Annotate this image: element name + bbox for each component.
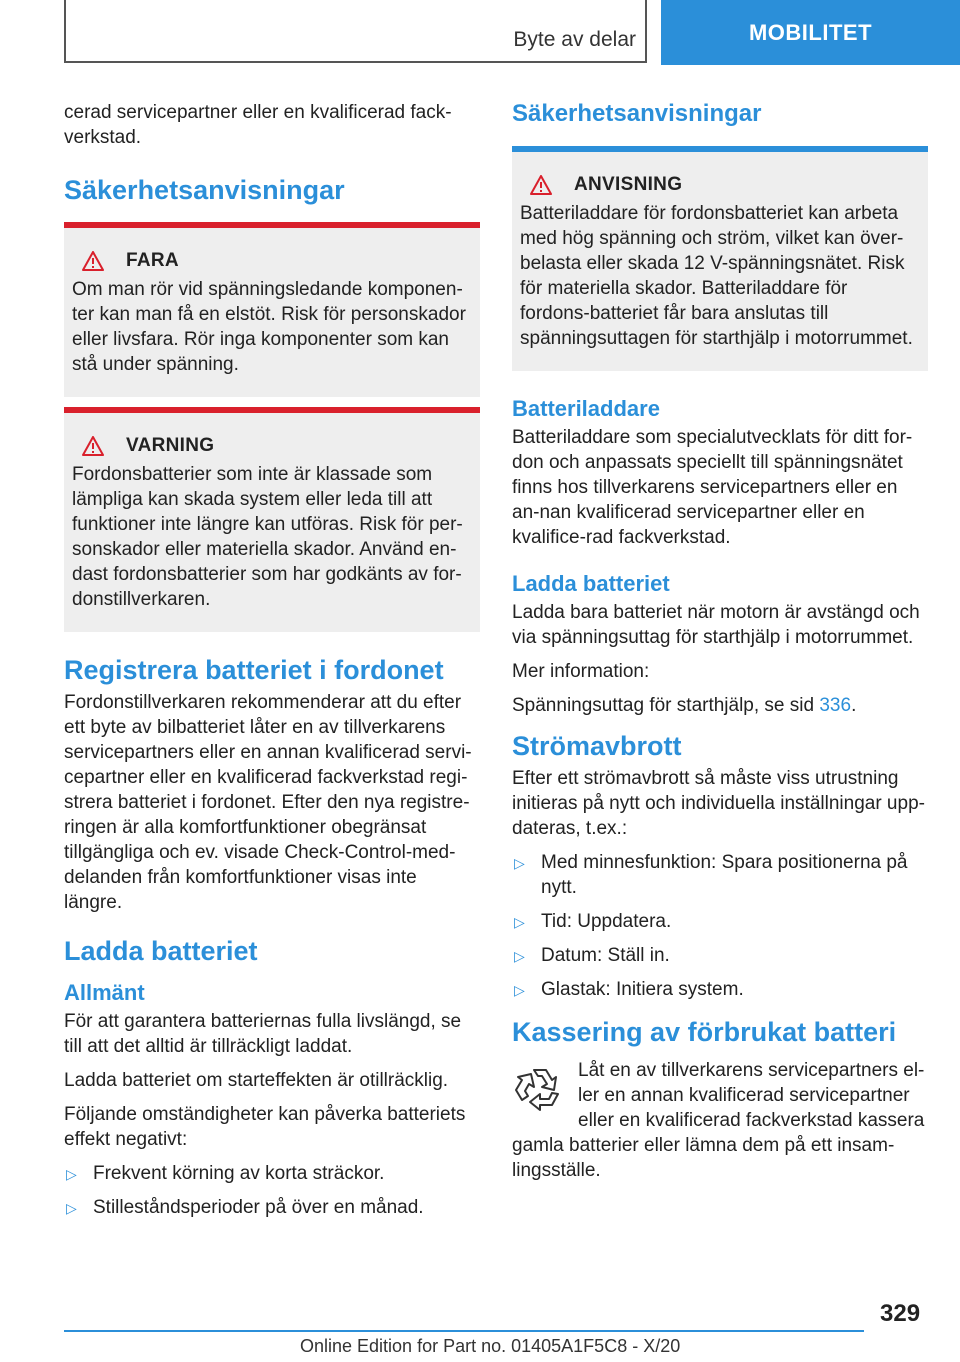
outage-list <box>512 850 928 1002</box>
safety-heading: Säkerhetsanvisningar <box>64 175 345 205</box>
danger-text: Om man rör vid spänningsledande komponen-ter kan man få en elstöt. Risk för personskador eller livsfara. Rör inga komponenter som kan stå under spänning. <box>72 279 466 375</box>
notice-title: ANVISNING <box>574 174 683 195</box>
list-item: ▷ Tid: Uppdatera. <box>512 909 928 934</box>
general-paragraph-1: För att garantera batteriernas fulla livslängd, se till att det alltid är tillräckligt laddat. <box>64 1011 462 1057</box>
disposal-text: Låt en av tillverkarens servicepartners el-ler en annan kvalificerad servicepartner eller en kvalificerad fackverkstad kassera gamla batterier eller lämna dem på ett insam-lingsställe. <box>512 1060 925 1181</box>
recycle-icon <box>512 1060 568 1116</box>
warning-triangle-icon <box>82 251 104 271</box>
bullet-triangle-icon: ▷ <box>66 1200 77 1216</box>
warning-triangle-icon <box>530 175 552 195</box>
page-reference-link[interactable]: 336 <box>819 695 852 716</box>
register-text: Fordonstillverkaren rekommenderar att du efter ett byte av bilbatteriet låter en av tillverkarens servicepartners eller en annan kvalificerad servi-cepartner eller en kvalificerad fackverkstad regi-strera batteriet i fordonet. Efter den nya registre-ringen är alla komfortfunktioner obegränsat tillgängliga och ev. visade Check-Control-med-delanden från komfortfunktioner visas inte längre. <box>64 692 472 913</box>
bullet-triangle-icon: ▷ <box>514 855 525 871</box>
bullet-triangle-icon: ▷ <box>66 1166 77 1182</box>
register-heading: Registrera batteriet i fordonet <box>64 655 444 685</box>
bullet-triangle-icon: ▷ <box>514 982 525 998</box>
warning-title: VARNING <box>126 435 215 456</box>
more-info-label: Mer information: <box>512 661 650 682</box>
general-heading: Allmänt <box>64 980 145 1005</box>
warning-box <box>64 407 480 632</box>
header-chapter-tab[interactable]: MOBILITET <box>661 0 960 65</box>
footer-divider <box>64 1330 864 1332</box>
general-paragraph-2: Ladda batteriet om starteffekten är otillräcklig. <box>64 1070 449 1091</box>
disposal-block <box>512 1058 928 1192</box>
list-item: ▷ Datum: Ställ in. <box>512 943 928 968</box>
list-item: ▷ Frekvent körning av korta sträckor. <box>64 1161 480 1186</box>
notice-box <box>512 146 928 371</box>
charge-heading: Ladda batteriet <box>64 936 258 966</box>
notice-text: Batteriladdare för fordonsbatteriet kan arbeta med hög spänning och ström, vilket kan över-belasta eller skada 12 V-spänningsnätet. Risk för materiella skador. Batteriladdare för fordons-batteriet får bara anslutas till spänningsuttagen för starthjälp i motorrummet. <box>520 203 913 349</box>
bullet-triangle-icon: ▷ <box>514 914 525 930</box>
intro-text: cerad servicepartner eller en kvalificerad fack-verkstad. <box>64 102 452 148</box>
disposal-heading: Kassering av förbrukat batteri <box>512 1017 897 1047</box>
outage-text: Efter ett strömavbrott så måste viss utrustning initieras på nytt och individuella inställningar upp-dateras, t.ex.: <box>512 768 925 839</box>
warning-text: Fordonsbatterier som inte är klassade som lämpliga kan skada system eller leda till att funktioner inte längre kan utföras. Risk för per-sonskador eller materiella skador. Använd en-dast fordonsbatterier som har godkänts av for-donstillverkaren. <box>72 464 463 610</box>
right-safety-heading: Säkerhetsanvisningar <box>512 100 762 127</box>
outage-heading: Strömavbrott <box>512 731 682 761</box>
reference-line: Spänningsuttag för starthjälp, se sid 336. <box>512 695 857 716</box>
list-item: ▷ Glastak: Initiera system. <box>512 977 928 1002</box>
charger-heading: Batteriladdare <box>512 396 660 421</box>
footer-edition-text: Online Edition for Part no. 01405A1F5C8 - X/20 <box>300 1336 681 1356</box>
danger-box <box>64 222 480 397</box>
danger-title: FARA <box>126 250 179 271</box>
right-charge-heading: Ladda batteriet <box>512 571 670 596</box>
list-item: ▷ Stilleståndsperioder på över en månad. <box>64 1195 480 1220</box>
list-item: ▷ Med minnesfunktion: Spara positionerna på nytt. <box>514 852 908 898</box>
left-column <box>64 100 480 1229</box>
right-column <box>512 100 928 1192</box>
header-section-title: Byte av delar <box>513 28 636 51</box>
page-number: 329 <box>880 1300 921 1327</box>
right-charge-text: Ladda bara batteriet när motorn är avstängd och via spänningsuttag för starthjälp i motorrummet. <box>512 602 920 648</box>
charger-text: Batteriladdare som specialutvecklats för ditt for-don och anpassats speciellt till spänningsnätet finns hos tillverkarens servicepartners eller en an-nan kvalificerad servicepartner eller en kvalifice-rad fackverkstad. <box>512 427 913 548</box>
general-paragraph-3: Följande omständigheter kan påverka batteriets effekt negativt: <box>64 1104 466 1150</box>
battery-factors-list <box>64 1161 480 1220</box>
bullet-triangle-icon: ▷ <box>514 948 525 964</box>
warning-triangle-icon <box>82 436 104 456</box>
